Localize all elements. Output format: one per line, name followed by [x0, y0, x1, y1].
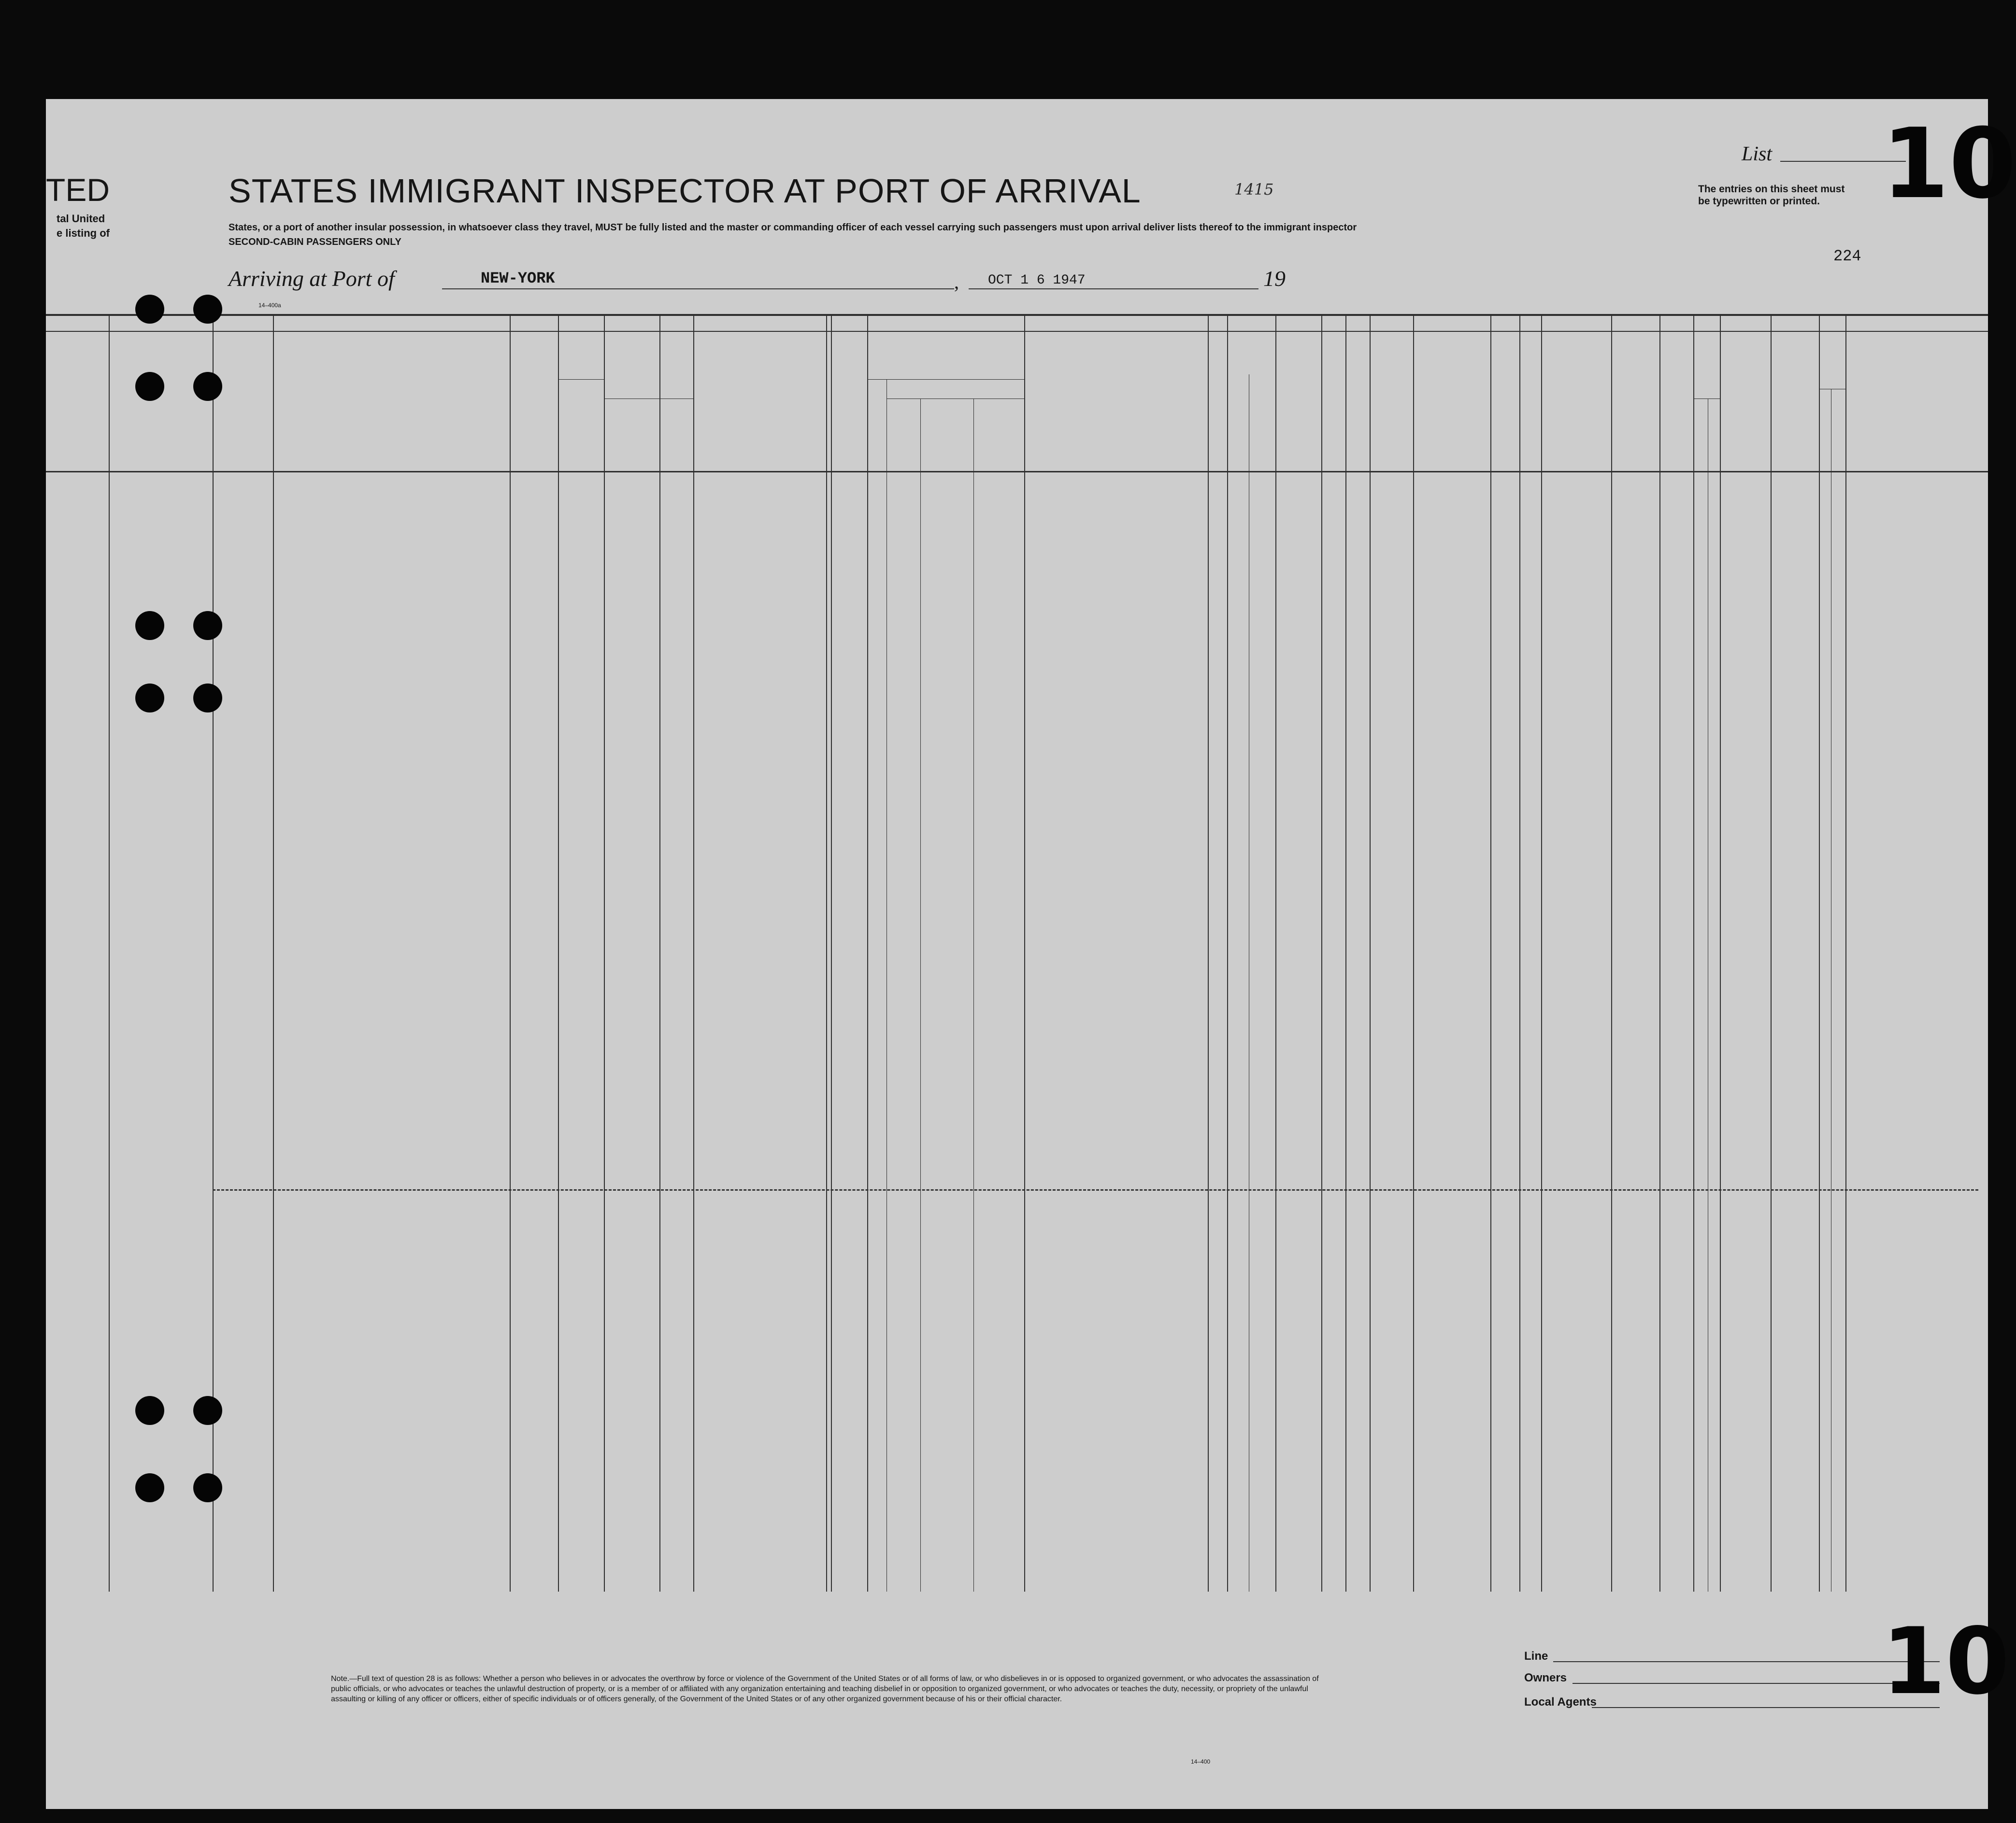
- agents-label: Local Agents: [1524, 1695, 1597, 1709]
- page-mark: 1415: [1234, 180, 1274, 199]
- vertical-rule: [1370, 314, 1371, 1592]
- entries-note-2: be typewritten or printed.: [1698, 196, 1820, 207]
- vertical-rule: [973, 399, 974, 1592]
- vertical-rule: [1819, 314, 1820, 1592]
- manifest-sheet: [46, 99, 2016, 1809]
- port-line: [442, 288, 954, 289]
- vertical-rule: [1208, 314, 1209, 1592]
- list-number: 10: [1882, 108, 2016, 220]
- vertical-rule: [1345, 314, 1346, 1592]
- vertical-rule: [604, 314, 605, 1592]
- footer-list-number: 10: [1882, 1608, 2010, 1715]
- vertical-rule: [1771, 314, 1772, 1592]
- form-title: STATES IMMIGRANT INSPECTOR AT PORT OF ARRIVAL: [229, 172, 1141, 210]
- footer-note: Note.—Full text of question 28 is as follows: Whether a person who believes in or advocates the overthrow by force or violence of the Government of the United States or of all forms of law, or who disbelieves in or is opposed to organized government, or who advocates the assassination of public officials, or who advocates or teaches the unlawful destruction of property, or is a member of or affiliated with any organization entertaining and teaching disbelief in or opposition to organized government, or who advocates or teaches the duty, necessity, or propriety of the unlawful assaulting or killing of any officer or officers, either of specific individuals or of officers generally, of the Government of the United States or of any other organized government because of his or their official character.: [331, 1675, 1319, 1704]
- left-title-fragment: TED: [46, 172, 110, 208]
- row-divider: [213, 1189, 1978, 1191]
- footer-form-code: 14–400: [1191, 1758, 1211, 1765]
- punch-hole: [193, 372, 222, 401]
- horizontal-rule: [558, 379, 604, 380]
- column-number-rule: [46, 331, 1988, 332]
- header-bottom-rule: [46, 471, 1988, 472]
- vertical-rule: [1490, 314, 1491, 1592]
- punch-hole: [193, 1473, 222, 1502]
- vertical-rule: [1845, 314, 1846, 1592]
- vertical-rule: [867, 314, 868, 1592]
- comma: ,: [954, 271, 959, 293]
- punch-hole: [193, 1396, 222, 1425]
- list-label: List: [1742, 143, 1773, 165]
- vertical-rule: [1321, 314, 1322, 1592]
- vertical-rule: [109, 314, 110, 1592]
- punch-hole: [135, 611, 164, 640]
- date-line: [969, 288, 1258, 289]
- vertical-rule: [1413, 314, 1414, 1592]
- punch-hole: [135, 684, 164, 712]
- punch-hole: [135, 295, 164, 324]
- entries-note-1: The entries on this sheet must: [1698, 184, 1845, 195]
- vertical-rule: [886, 379, 887, 1592]
- punch-hole: [193, 684, 222, 712]
- punch-hole: [135, 1473, 164, 1502]
- arrival-date: OCT 1 6 1947: [988, 273, 1086, 288]
- horizontal-rule: [867, 379, 1024, 380]
- port-value: NEW-YORK: [481, 270, 555, 287]
- arriving-label: Arriving at Port of: [229, 266, 395, 291]
- header-form-code: 14–400a: [258, 302, 281, 309]
- vertical-rule: [659, 314, 660, 1592]
- vertical-rule: [826, 314, 827, 1592]
- vertical-rule: [1541, 314, 1542, 1592]
- cabin-class: SECOND-CABIN PASSENGERS ONLY: [229, 237, 401, 247]
- left-subtitle-line-1: tal United: [57, 213, 105, 225]
- vertical-rule: [1659, 314, 1660, 1592]
- vertical-rule: [510, 314, 511, 1592]
- vertical-rule: [1720, 314, 1721, 1592]
- punch-hole: [193, 611, 222, 640]
- vertical-rule: [693, 314, 694, 1592]
- vertical-rule: [273, 314, 274, 1592]
- owners-label: Owners: [1524, 1671, 1567, 1684]
- vertical-rule: [1611, 314, 1612, 1592]
- punch-hole: [135, 1396, 164, 1425]
- vertical-rule: [831, 314, 832, 1592]
- line-label: Line: [1524, 1650, 1548, 1663]
- left-subtitle-line-2: e listing of: [57, 227, 110, 239]
- punch-hole: [193, 295, 222, 324]
- year-prefix: 19: [1263, 266, 1286, 291]
- vertical-rule: [1693, 314, 1694, 1592]
- vertical-rule: [558, 314, 559, 1592]
- punch-hole: [135, 372, 164, 401]
- sheet-number: 224: [1833, 247, 1861, 265]
- vertical-rule: [1024, 314, 1025, 1592]
- vertical-rule: [920, 399, 921, 1592]
- table-top-rule: [46, 314, 1988, 316]
- vertical-rule: [1275, 314, 1276, 1592]
- vertical-rule: [1227, 314, 1228, 1592]
- vertical-rule: [1519, 314, 1520, 1592]
- instructions: States, or a port of another insular possession, in whatsoever class they travel, MUST be fully listed and the master or commanding officer of each vessel carrying such passengers must upon arrival deliver lists thereof to the immigrant inspector: [229, 222, 1357, 233]
